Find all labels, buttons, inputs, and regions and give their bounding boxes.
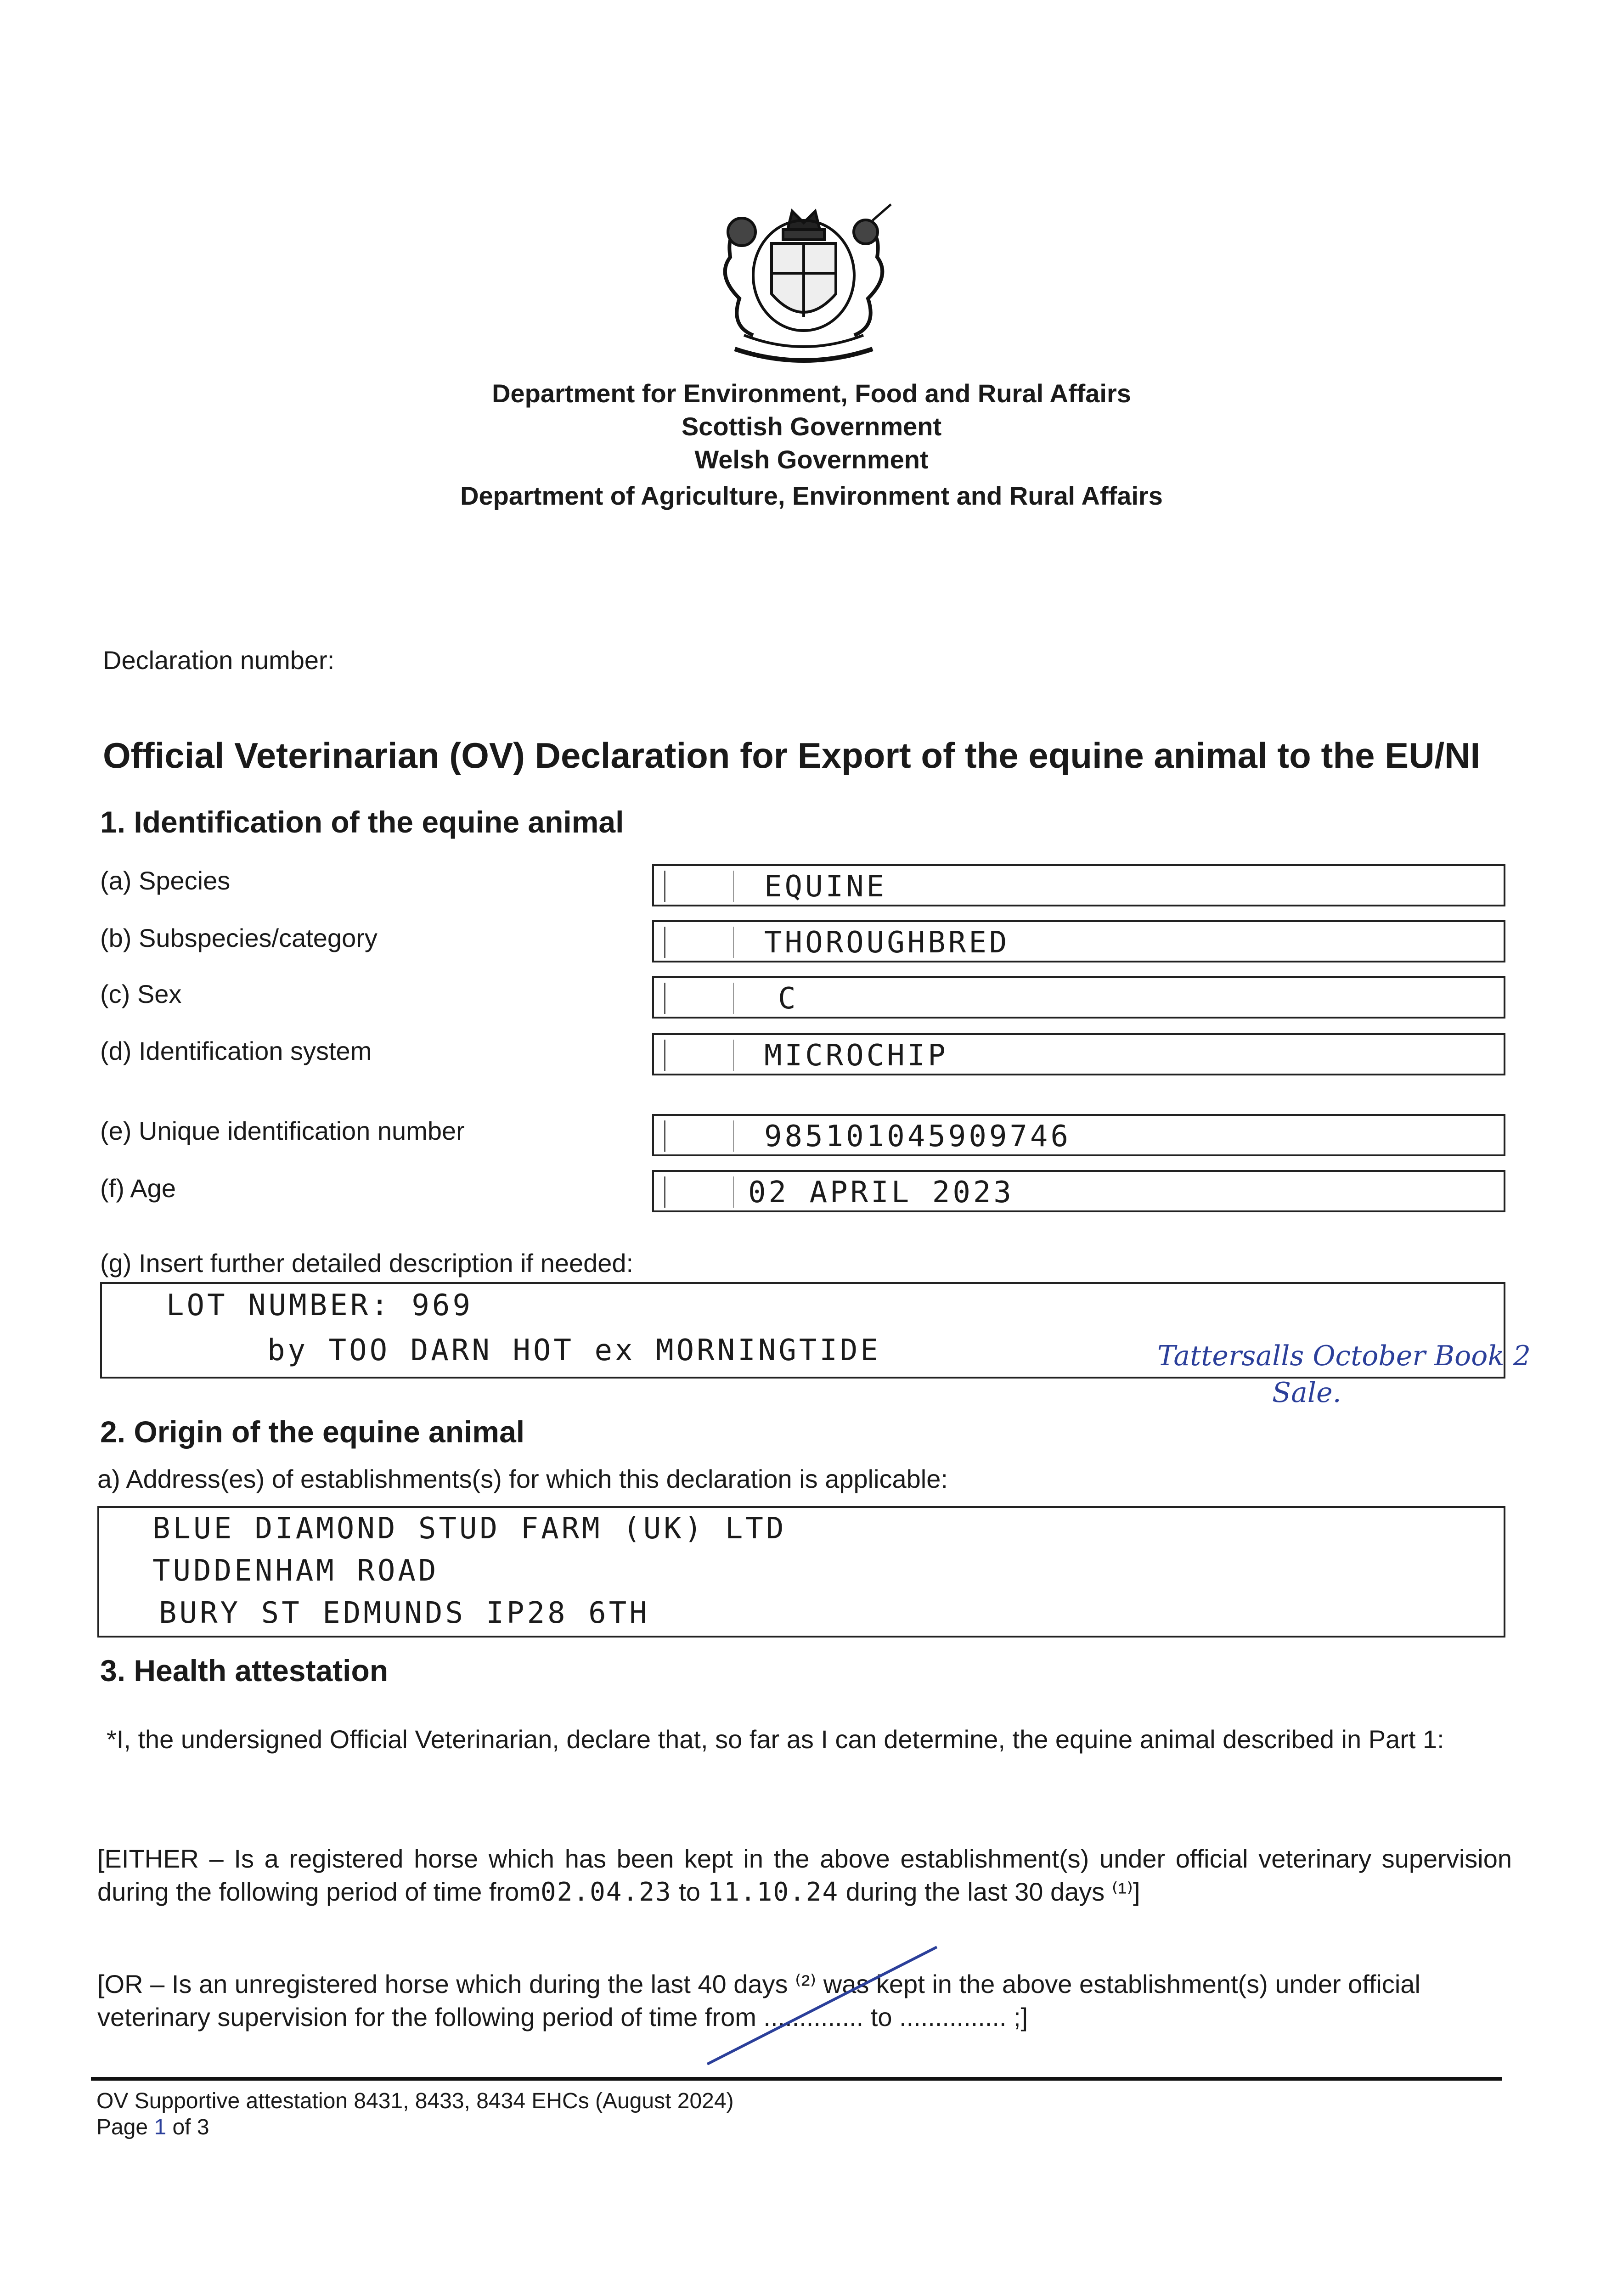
unique-id-label: (e) Unique identification number [100, 1116, 465, 1145]
footer-attestation: OV Supportive attestation 8431, 8433, 8434 EHCs (August 2024) [96, 2089, 734, 2113]
department-daera: Department of Agriculture, Environment and Rural Affairs [460, 481, 1163, 510]
sale-note-line1: Tattersalls October Book 2 [1157, 1340, 1531, 1372]
document-title: Official Veterinarian (OV) Declaration for Export of the equine animal to the EU/NI [103, 735, 1481, 776]
either-prefix: [EITHER – Is a registered horse which has been kept in the above establishment(s) under official veterinary supervision during the following period of time from [97, 1844, 1512, 1906]
address-line-1: BLUE DIAMOND STUD FARM (UK) LTD [152, 1512, 787, 1546]
address-line-2: TUDDENHAM ROAD [152, 1554, 439, 1588]
age-label: (f) Age [100, 1174, 176, 1203]
declaration-number-label: Declaration number: [103, 646, 335, 675]
or-clause-line1: [OR – Is an unregistered horse which during the last 40 days ⁽²⁾ was kept in the above establishment(s) under official [97, 1970, 1420, 1998]
identification-system-value: MICROCHIP [764, 1039, 948, 1073]
either-clause [97, 1842, 1512, 1909]
subspecies-value: THOROUGHBRED [764, 926, 1010, 960]
sex-field[interactable] [652, 976, 1505, 1019]
health-attestation-intro: *I, the undersigned Official Veterinarian, declare that, so far as I can determine, the equine animal described in Part 1: [107, 1725, 1444, 1754]
sex-label: (c) Sex [100, 979, 182, 1008]
sire-dam-text: by TOO DARN HOT ex MORNINGTIDE [267, 1334, 881, 1367]
department-scottish-government: Scottish Government [681, 412, 942, 441]
sale-note-line2: Sale. [1272, 1377, 1341, 1409]
section-3-heading: 3. Health attestation [100, 1654, 389, 1688]
address-label: a) Address(es) of establishments(s) for which this declaration is applicable: [97, 1464, 948, 1493]
section-2-heading: 2. Origin of the equine animal [100, 1415, 525, 1449]
either-to-word: to [679, 1877, 700, 1906]
subspecies-field[interactable] [652, 920, 1505, 962]
sex-value: C [778, 982, 799, 1016]
unique-id-field[interactable] [652, 1114, 1505, 1156]
unique-id-value: 985101045909746 [764, 1120, 1071, 1154]
further-description-label: (g) Insert further detailed description if needed: [100, 1249, 634, 1277]
royal-crest-icon [698, 197, 909, 372]
either-from-date: 02.04.23 [540, 1877, 672, 1907]
species-field[interactable] [652, 864, 1505, 906]
section-1-heading: 1. Identification of the equine animal [100, 805, 624, 839]
address-field[interactable] [97, 1506, 1505, 1638]
footer-rule [91, 2077, 1502, 2081]
lot-number-text: LOT NUMBER: 969 [166, 1289, 473, 1322]
either-to-date: 11.10.24 [707, 1877, 839, 1907]
identification-system-label: (d) Identification system [100, 1036, 372, 1065]
subspecies-label: (b) Subspecies/category [100, 923, 378, 952]
age-value: 02 APRIL 2023 [748, 1176, 1014, 1210]
or-clause-line2: veterinary supervision for the following period of time from .............. to ............... ;] [97, 2003, 1028, 2032]
species-label: (a) Species [100, 866, 231, 895]
identification-system-field[interactable] [652, 1033, 1505, 1075]
address-line-3: BURY ST EDMUNDS IP28 6TH [159, 1596, 650, 1630]
department-defra: Department for Environment, Food and Rural Affairs [492, 379, 1131, 408]
species-value: EQUINE [764, 870, 887, 904]
age-field[interactable] [652, 1170, 1505, 1212]
department-welsh-government: Welsh Government [694, 445, 929, 474]
either-suffix: during the last 30 days ⁽¹⁾] [845, 1877, 1140, 1906]
footer-page-number: Page 1 of 3 [96, 2115, 209, 2139]
strike-through-line [698, 1942, 946, 2071]
